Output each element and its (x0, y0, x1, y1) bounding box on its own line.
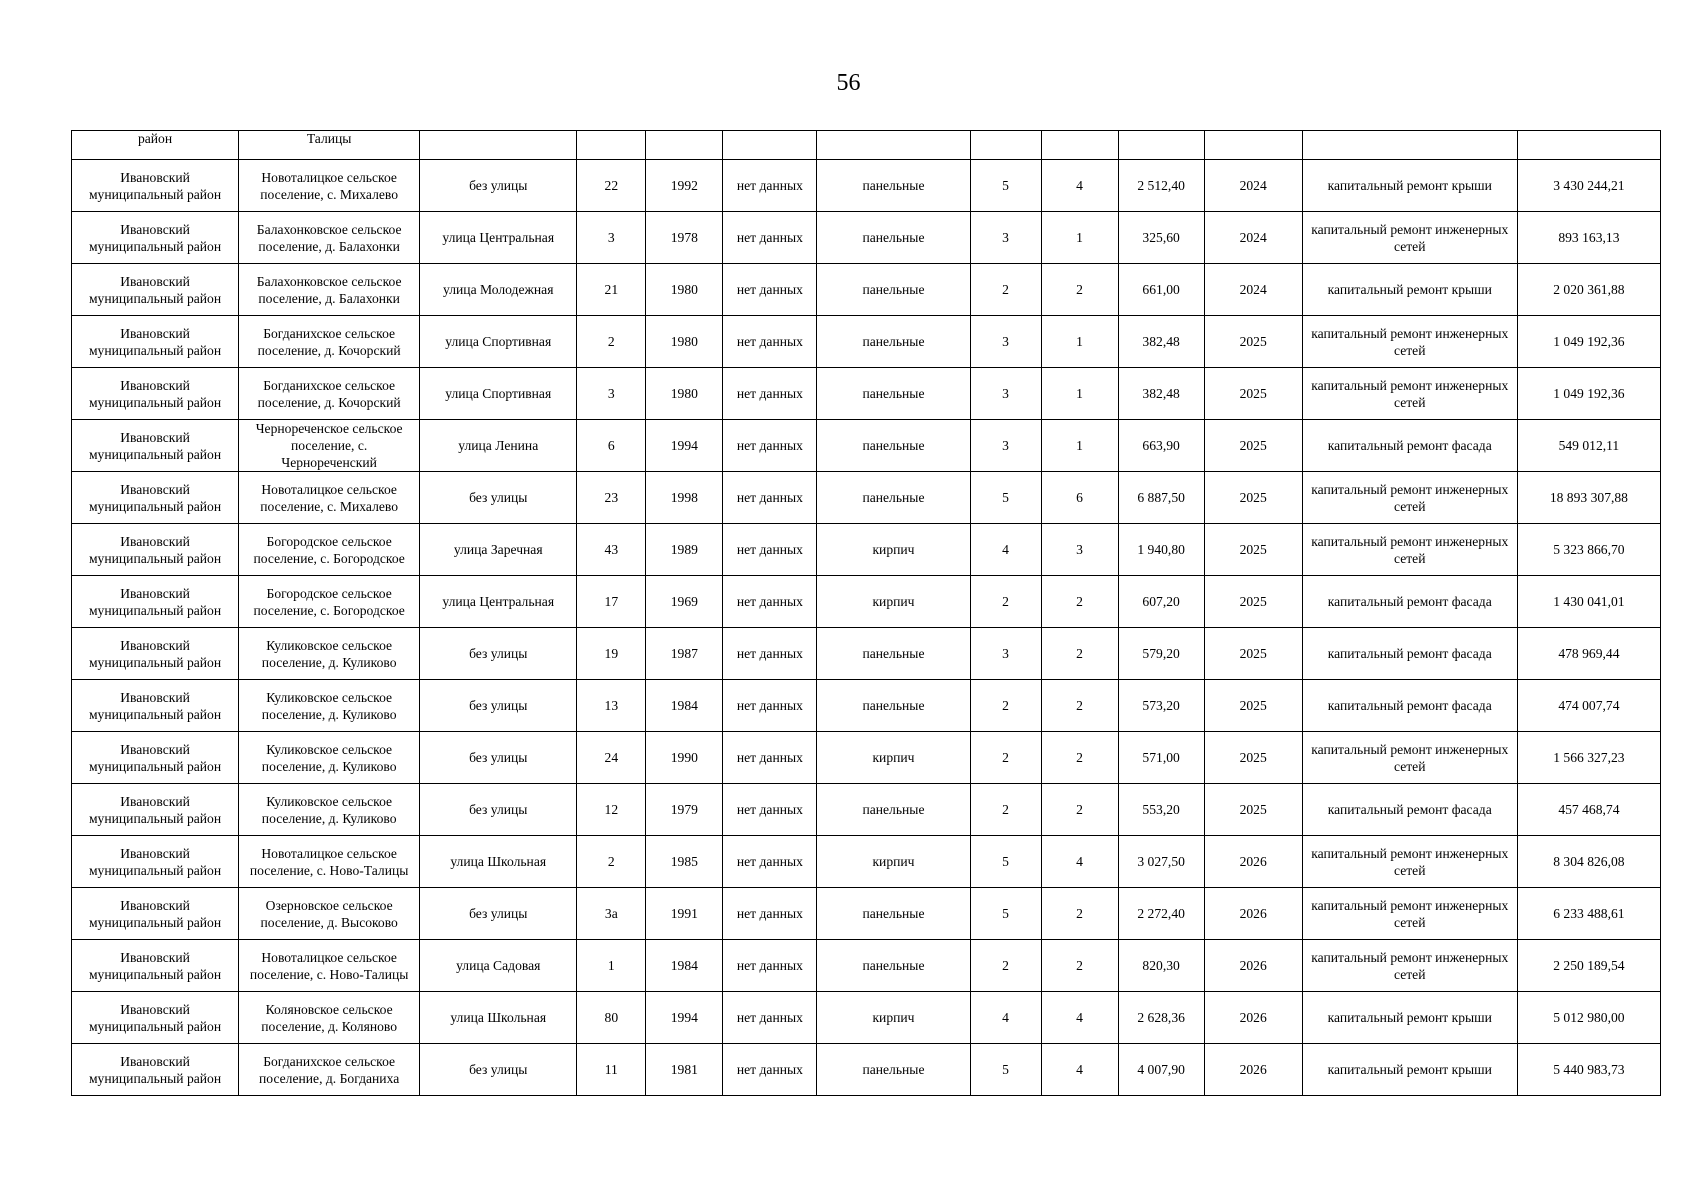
flag-cell: нет данных (723, 1044, 817, 1096)
area-cell: 663,90 (1118, 420, 1204, 472)
material-cell: панельные (817, 680, 970, 732)
floors-cell: 2 (970, 732, 1041, 784)
work-cell: капитальный ремонт инженерных сетей (1302, 888, 1517, 940)
area-cell (1118, 131, 1204, 160)
work-cell: капитальный ремонт фасада (1302, 420, 1517, 472)
cost-cell: 457 468,74 (1517, 784, 1660, 836)
material-cell: панельные (817, 472, 970, 524)
entrances-cell: 2 (1041, 888, 1118, 940)
table-row (72, 316, 1661, 368)
entrances-cell: 4 (1041, 1044, 1118, 1096)
entrances-cell: 2 (1041, 680, 1118, 732)
settlement-cell: Чернореченское сельское поселение, с. Чернореченский (239, 420, 420, 472)
house-cell: 17 (577, 576, 646, 628)
year-cell: 1985 (646, 836, 723, 888)
settlement-cell: Коляновское сельское поселение, д. Коляново (239, 992, 420, 1044)
work-cell: капитальный ремонт фасада (1302, 576, 1517, 628)
house-cell: 2 (577, 836, 646, 888)
flag-cell: нет данных (723, 836, 817, 888)
material-cell: панельные (817, 316, 970, 368)
material-cell: панельные (817, 1044, 970, 1096)
area-cell: 573,20 (1118, 680, 1204, 732)
district-cell: Ивановский муниципальный район (72, 472, 239, 524)
material-cell: панельные (817, 264, 970, 316)
floors-cell: 2 (970, 264, 1041, 316)
plan-year-cell: 2025 (1204, 680, 1302, 732)
area-cell: 1 940,80 (1118, 524, 1204, 576)
plan-year-cell: 2024 (1204, 212, 1302, 264)
district-cell: Ивановский муниципальный район (72, 784, 239, 836)
work-cell: капитальный ремонт инженерных сетей (1302, 732, 1517, 784)
entrances-cell: 2 (1041, 732, 1118, 784)
settlement-cell: Богданихское сельское поселение, д. Кочорский (239, 368, 420, 420)
entrances-cell: 2 (1041, 576, 1118, 628)
page-number: 56 (836, 70, 861, 96)
year-cell: 1979 (646, 784, 723, 836)
flag-cell: нет данных (723, 680, 817, 732)
year-cell: 1987 (646, 628, 723, 680)
flag-cell: нет данных (723, 420, 817, 472)
plan-year-cell: 2025 (1204, 784, 1302, 836)
work-cell: капитальный ремонт фасада (1302, 680, 1517, 732)
table-row (72, 628, 1661, 680)
cost-cell: 893 163,13 (1517, 212, 1660, 264)
street-cell: без улицы (420, 680, 577, 732)
material-cell: кирпич (817, 732, 970, 784)
flag-cell: нет данных (723, 368, 817, 420)
work-cell: капитальный ремонт инженерных сетей (1302, 524, 1517, 576)
material-cell: панельные (817, 888, 970, 940)
district-cell: Ивановский муниципальный район (72, 524, 239, 576)
entrances-cell: 3 (1041, 524, 1118, 576)
street-cell: без улицы (420, 160, 577, 212)
plan-year-cell (1204, 131, 1302, 160)
district-cell: Ивановский муниципальный район (72, 680, 239, 732)
street-cell: улица Молодежная (420, 264, 577, 316)
area-cell: 571,00 (1118, 732, 1204, 784)
flag-cell: нет данных (723, 992, 817, 1044)
area-cell: 382,48 (1118, 368, 1204, 420)
work-cell (1302, 131, 1517, 160)
cost-cell: 474 007,74 (1517, 680, 1660, 732)
floors-cell: 5 (970, 1044, 1041, 1096)
floors-cell: 4 (970, 524, 1041, 576)
settlement-cell: Новоталицкое сельское поселение, с. Ново-Талицы (239, 836, 420, 888)
cost-cell: 3 430 244,21 (1517, 160, 1660, 212)
street-cell: улица Школьная (420, 992, 577, 1044)
street-cell: улица Садовая (420, 940, 577, 992)
house-cell: 19 (577, 628, 646, 680)
table-row (72, 888, 1661, 940)
entrances-cell: 1 (1041, 420, 1118, 472)
year-cell: 1991 (646, 888, 723, 940)
table-row (72, 264, 1661, 316)
cost-cell: 5 440 983,73 (1517, 1044, 1660, 1096)
table-row (72, 368, 1661, 420)
flag-cell: нет данных (723, 160, 817, 212)
plan-year-cell: 2025 (1204, 628, 1302, 680)
table-row (72, 160, 1661, 212)
floors-cell: 2 (970, 940, 1041, 992)
street-cell: улица Ленина (420, 420, 577, 472)
house-cell: 13 (577, 680, 646, 732)
flag-cell: нет данных (723, 524, 817, 576)
settlement-cell: Балахонковское сельское поселение, д. Балахонки (239, 264, 420, 316)
year-cell: 1989 (646, 524, 723, 576)
house-cell: 24 (577, 732, 646, 784)
area-cell: 2 272,40 (1118, 888, 1204, 940)
floors-cell: 3 (970, 628, 1041, 680)
material-cell: панельные (817, 420, 970, 472)
plan-year-cell: 2026 (1204, 1044, 1302, 1096)
district-cell: район (72, 131, 239, 160)
plan-year-cell: 2025 (1204, 472, 1302, 524)
street-cell: улица Центральная (420, 576, 577, 628)
floors-cell: 3 (970, 212, 1041, 264)
cost-cell: 1 049 192,36 (1517, 368, 1660, 420)
settlement-cell: Озерновское сельское поселение, д. Высоково (239, 888, 420, 940)
settlement-cell: Богородское сельское поселение, с. Богородское (239, 524, 420, 576)
cost-cell: 478 969,44 (1517, 628, 1660, 680)
work-cell: капитальный ремонт инженерных сетей (1302, 472, 1517, 524)
settlement-cell: Богданихское сельское поселение, д. Богданиха (239, 1044, 420, 1096)
year-cell: 1980 (646, 264, 723, 316)
housing-repair-table (71, 130, 1661, 1096)
entrances-cell: 1 (1041, 368, 1118, 420)
street-cell: без улицы (420, 732, 577, 784)
table-row (72, 576, 1661, 628)
year-cell: 1981 (646, 1044, 723, 1096)
flag-cell: нет данных (723, 732, 817, 784)
material-cell: кирпич (817, 576, 970, 628)
plan-year-cell: 2024 (1204, 160, 1302, 212)
district-cell: Ивановский муниципальный район (72, 940, 239, 992)
year-cell: 1984 (646, 680, 723, 732)
entrances-cell: 1 (1041, 212, 1118, 264)
area-cell: 6 887,50 (1118, 472, 1204, 524)
floors-cell: 2 (970, 784, 1041, 836)
work-cell: капитальный ремонт крыши (1302, 264, 1517, 316)
floors-cell: 3 (970, 316, 1041, 368)
flag-cell: нет данных (723, 264, 817, 316)
district-cell: Ивановский муниципальный район (72, 264, 239, 316)
floors-cell: 3 (970, 368, 1041, 420)
plan-year-cell: 2025 (1204, 524, 1302, 576)
street-cell: улица Спортивная (420, 368, 577, 420)
plan-year-cell: 2025 (1204, 576, 1302, 628)
entrances-cell: 4 (1041, 992, 1118, 1044)
plan-year-cell: 2025 (1204, 368, 1302, 420)
work-cell: капитальный ремонт фасада (1302, 784, 1517, 836)
area-cell: 3 027,50 (1118, 836, 1204, 888)
house-cell: 6 (577, 420, 646, 472)
entrances-cell (1041, 131, 1118, 160)
settlement-cell: Богданихское сельское поселение, д. Кочорский (239, 316, 420, 368)
house-cell: 3а (577, 888, 646, 940)
district-cell: Ивановский муниципальный район (72, 576, 239, 628)
table-row (72, 836, 1661, 888)
table-row (72, 472, 1661, 524)
district-cell: Ивановский муниципальный район (72, 420, 239, 472)
entrances-cell: 2 (1041, 940, 1118, 992)
material-cell: панельные (817, 212, 970, 264)
entrances-cell: 1 (1041, 316, 1118, 368)
district-cell: Ивановский муниципальный район (72, 992, 239, 1044)
cost-cell: 2 020 361,88 (1517, 264, 1660, 316)
work-cell: капитальный ремонт фасада (1302, 628, 1517, 680)
floors-cell: 5 (970, 472, 1041, 524)
cost-cell: 1 430 041,01 (1517, 576, 1660, 628)
table-row (72, 680, 1661, 732)
work-cell: капитальный ремонт инженерных сетей (1302, 316, 1517, 368)
cost-cell: 549 012,11 (1517, 420, 1660, 472)
entrances-cell: 6 (1041, 472, 1118, 524)
table-row (72, 1044, 1661, 1096)
table-row (72, 784, 1661, 836)
floors-cell: 2 (970, 576, 1041, 628)
district-cell: Ивановский муниципальный район (72, 316, 239, 368)
cost-cell: 8 304 826,08 (1517, 836, 1660, 888)
cost-cell: 18 893 307,88 (1517, 472, 1660, 524)
street-cell: без улицы (420, 888, 577, 940)
district-cell: Ивановский муниципальный район (72, 368, 239, 420)
cost-cell: 6 233 488,61 (1517, 888, 1660, 940)
settlement-cell: Куликовское сельское поселение, д. Куликово (239, 680, 420, 732)
floors-cell (970, 131, 1041, 160)
table-continuation-row (72, 131, 1661, 160)
table-row (72, 992, 1661, 1044)
cost-cell (1517, 131, 1660, 160)
material-cell: панельные (817, 628, 970, 680)
entrances-cell: 4 (1041, 836, 1118, 888)
settlement-cell: Новоталицкое сельское поселение, с. Михалево (239, 160, 420, 212)
plan-year-cell: 2026 (1204, 836, 1302, 888)
floors-cell: 5 (970, 888, 1041, 940)
settlement-cell: Новоталицкое сельское поселение, с. Ново-Талицы (239, 940, 420, 992)
flag-cell (723, 131, 817, 160)
house-cell (577, 131, 646, 160)
house-cell: 1 (577, 940, 646, 992)
work-cell: капитальный ремонт инженерных сетей (1302, 212, 1517, 264)
house-cell: 11 (577, 1044, 646, 1096)
floors-cell: 5 (970, 836, 1041, 888)
material-cell: панельные (817, 160, 970, 212)
entrances-cell: 4 (1041, 160, 1118, 212)
plan-year-cell: 2026 (1204, 940, 1302, 992)
cost-cell: 5 323 866,70 (1517, 524, 1660, 576)
flag-cell: нет данных (723, 576, 817, 628)
street-cell (420, 131, 577, 160)
plan-year-cell: 2024 (1204, 264, 1302, 316)
house-cell: 23 (577, 472, 646, 524)
year-cell: 1978 (646, 212, 723, 264)
house-cell: 2 (577, 316, 646, 368)
area-cell: 579,20 (1118, 628, 1204, 680)
entrances-cell: 2 (1041, 264, 1118, 316)
area-cell: 2 628,36 (1118, 992, 1204, 1044)
settlement-cell: Богородское сельское поселение, с. Богородское (239, 576, 420, 628)
year-cell: 1998 (646, 472, 723, 524)
plan-year-cell: 2025 (1204, 732, 1302, 784)
street-cell: без улицы (420, 628, 577, 680)
flag-cell: нет данных (723, 784, 817, 836)
plan-year-cell: 2026 (1204, 992, 1302, 1044)
settlement-cell: Куликовское сельское поселение, д. Куликово (239, 784, 420, 836)
house-cell: 43 (577, 524, 646, 576)
settlement-cell: Балахонковское сельское поселение, д. Балахонки (239, 212, 420, 264)
plan-year-cell: 2025 (1204, 420, 1302, 472)
district-cell: Ивановский муниципальный район (72, 212, 239, 264)
material-cell: панельные (817, 940, 970, 992)
area-cell: 4 007,90 (1118, 1044, 1204, 1096)
flag-cell: нет данных (723, 940, 817, 992)
area-cell: 607,20 (1118, 576, 1204, 628)
floors-cell: 3 (970, 420, 1041, 472)
floors-cell: 2 (970, 680, 1041, 732)
district-cell: Ивановский муниципальный район (72, 888, 239, 940)
material-cell: кирпич (817, 992, 970, 1044)
work-cell: капитальный ремонт инженерных сетей (1302, 836, 1517, 888)
entrances-cell: 2 (1041, 628, 1118, 680)
district-cell: Ивановский муниципальный район (72, 836, 239, 888)
house-cell: 21 (577, 264, 646, 316)
year-cell: 1984 (646, 940, 723, 992)
district-cell: Ивановский муниципальный район (72, 628, 239, 680)
area-cell: 820,30 (1118, 940, 1204, 992)
area-cell: 553,20 (1118, 784, 1204, 836)
cost-cell: 5 012 980,00 (1517, 992, 1660, 1044)
flag-cell: нет данных (723, 212, 817, 264)
work-cell: капитальный ремонт крыши (1302, 1044, 1517, 1096)
district-cell: Ивановский муниципальный район (72, 732, 239, 784)
entrances-cell: 2 (1041, 784, 1118, 836)
floors-cell: 5 (970, 160, 1041, 212)
year-cell (646, 131, 723, 160)
floors-cell: 4 (970, 992, 1041, 1044)
cost-cell: 2 250 189,54 (1517, 940, 1660, 992)
cost-cell: 1 049 192,36 (1517, 316, 1660, 368)
year-cell: 1992 (646, 160, 723, 212)
plan-year-cell: 2026 (1204, 888, 1302, 940)
material-cell: кирпич (817, 836, 970, 888)
street-cell: улица Заречная (420, 524, 577, 576)
table-row (72, 940, 1661, 992)
work-cell: капитальный ремонт крыши (1302, 160, 1517, 212)
street-cell: без улицы (420, 1044, 577, 1096)
table-row (72, 420, 1661, 472)
house-cell: 3 (577, 368, 646, 420)
flag-cell: нет данных (723, 628, 817, 680)
street-cell: улица Спортивная (420, 316, 577, 368)
street-cell: улица Центральная (420, 212, 577, 264)
house-cell: 3 (577, 212, 646, 264)
material-cell: панельные (817, 368, 970, 420)
year-cell: 1994 (646, 992, 723, 1044)
settlement-cell: Талицы (239, 131, 420, 160)
area-cell: 2 512,40 (1118, 160, 1204, 212)
flag-cell: нет данных (723, 888, 817, 940)
material-cell (817, 131, 970, 160)
table-row (72, 212, 1661, 264)
table-row (72, 732, 1661, 784)
year-cell: 1980 (646, 368, 723, 420)
area-cell: 382,48 (1118, 316, 1204, 368)
work-cell: капитальный ремонт инженерных сетей (1302, 940, 1517, 992)
table-row (72, 524, 1661, 576)
house-cell: 22 (577, 160, 646, 212)
settlement-cell: Куликовское сельское поселение, д. Куликово (239, 732, 420, 784)
area-cell: 325,60 (1118, 212, 1204, 264)
district-cell: Ивановский муниципальный район (72, 160, 239, 212)
street-cell: без улицы (420, 784, 577, 836)
house-cell: 80 (577, 992, 646, 1044)
material-cell: панельные (817, 784, 970, 836)
work-cell: капитальный ремонт крыши (1302, 992, 1517, 1044)
plan-year-cell: 2025 (1204, 316, 1302, 368)
street-cell: улица Школьная (420, 836, 577, 888)
street-cell: без улицы (420, 472, 577, 524)
settlement-cell: Куликовское сельское поселение, д. Куликово (239, 628, 420, 680)
year-cell: 1990 (646, 732, 723, 784)
year-cell: 1980 (646, 316, 723, 368)
flag-cell: нет данных (723, 472, 817, 524)
house-cell: 12 (577, 784, 646, 836)
settlement-cell: Новоталицкое сельское поселение, с. Михалево (239, 472, 420, 524)
work-cell: капитальный ремонт инженерных сетей (1302, 368, 1517, 420)
cost-cell: 1 566 327,23 (1517, 732, 1660, 784)
year-cell: 1969 (646, 576, 723, 628)
flag-cell: нет данных (723, 316, 817, 368)
area-cell: 661,00 (1118, 264, 1204, 316)
material-cell: кирпич (817, 524, 970, 576)
year-cell: 1994 (646, 420, 723, 472)
district-cell: Ивановский муниципальный район (72, 1044, 239, 1096)
